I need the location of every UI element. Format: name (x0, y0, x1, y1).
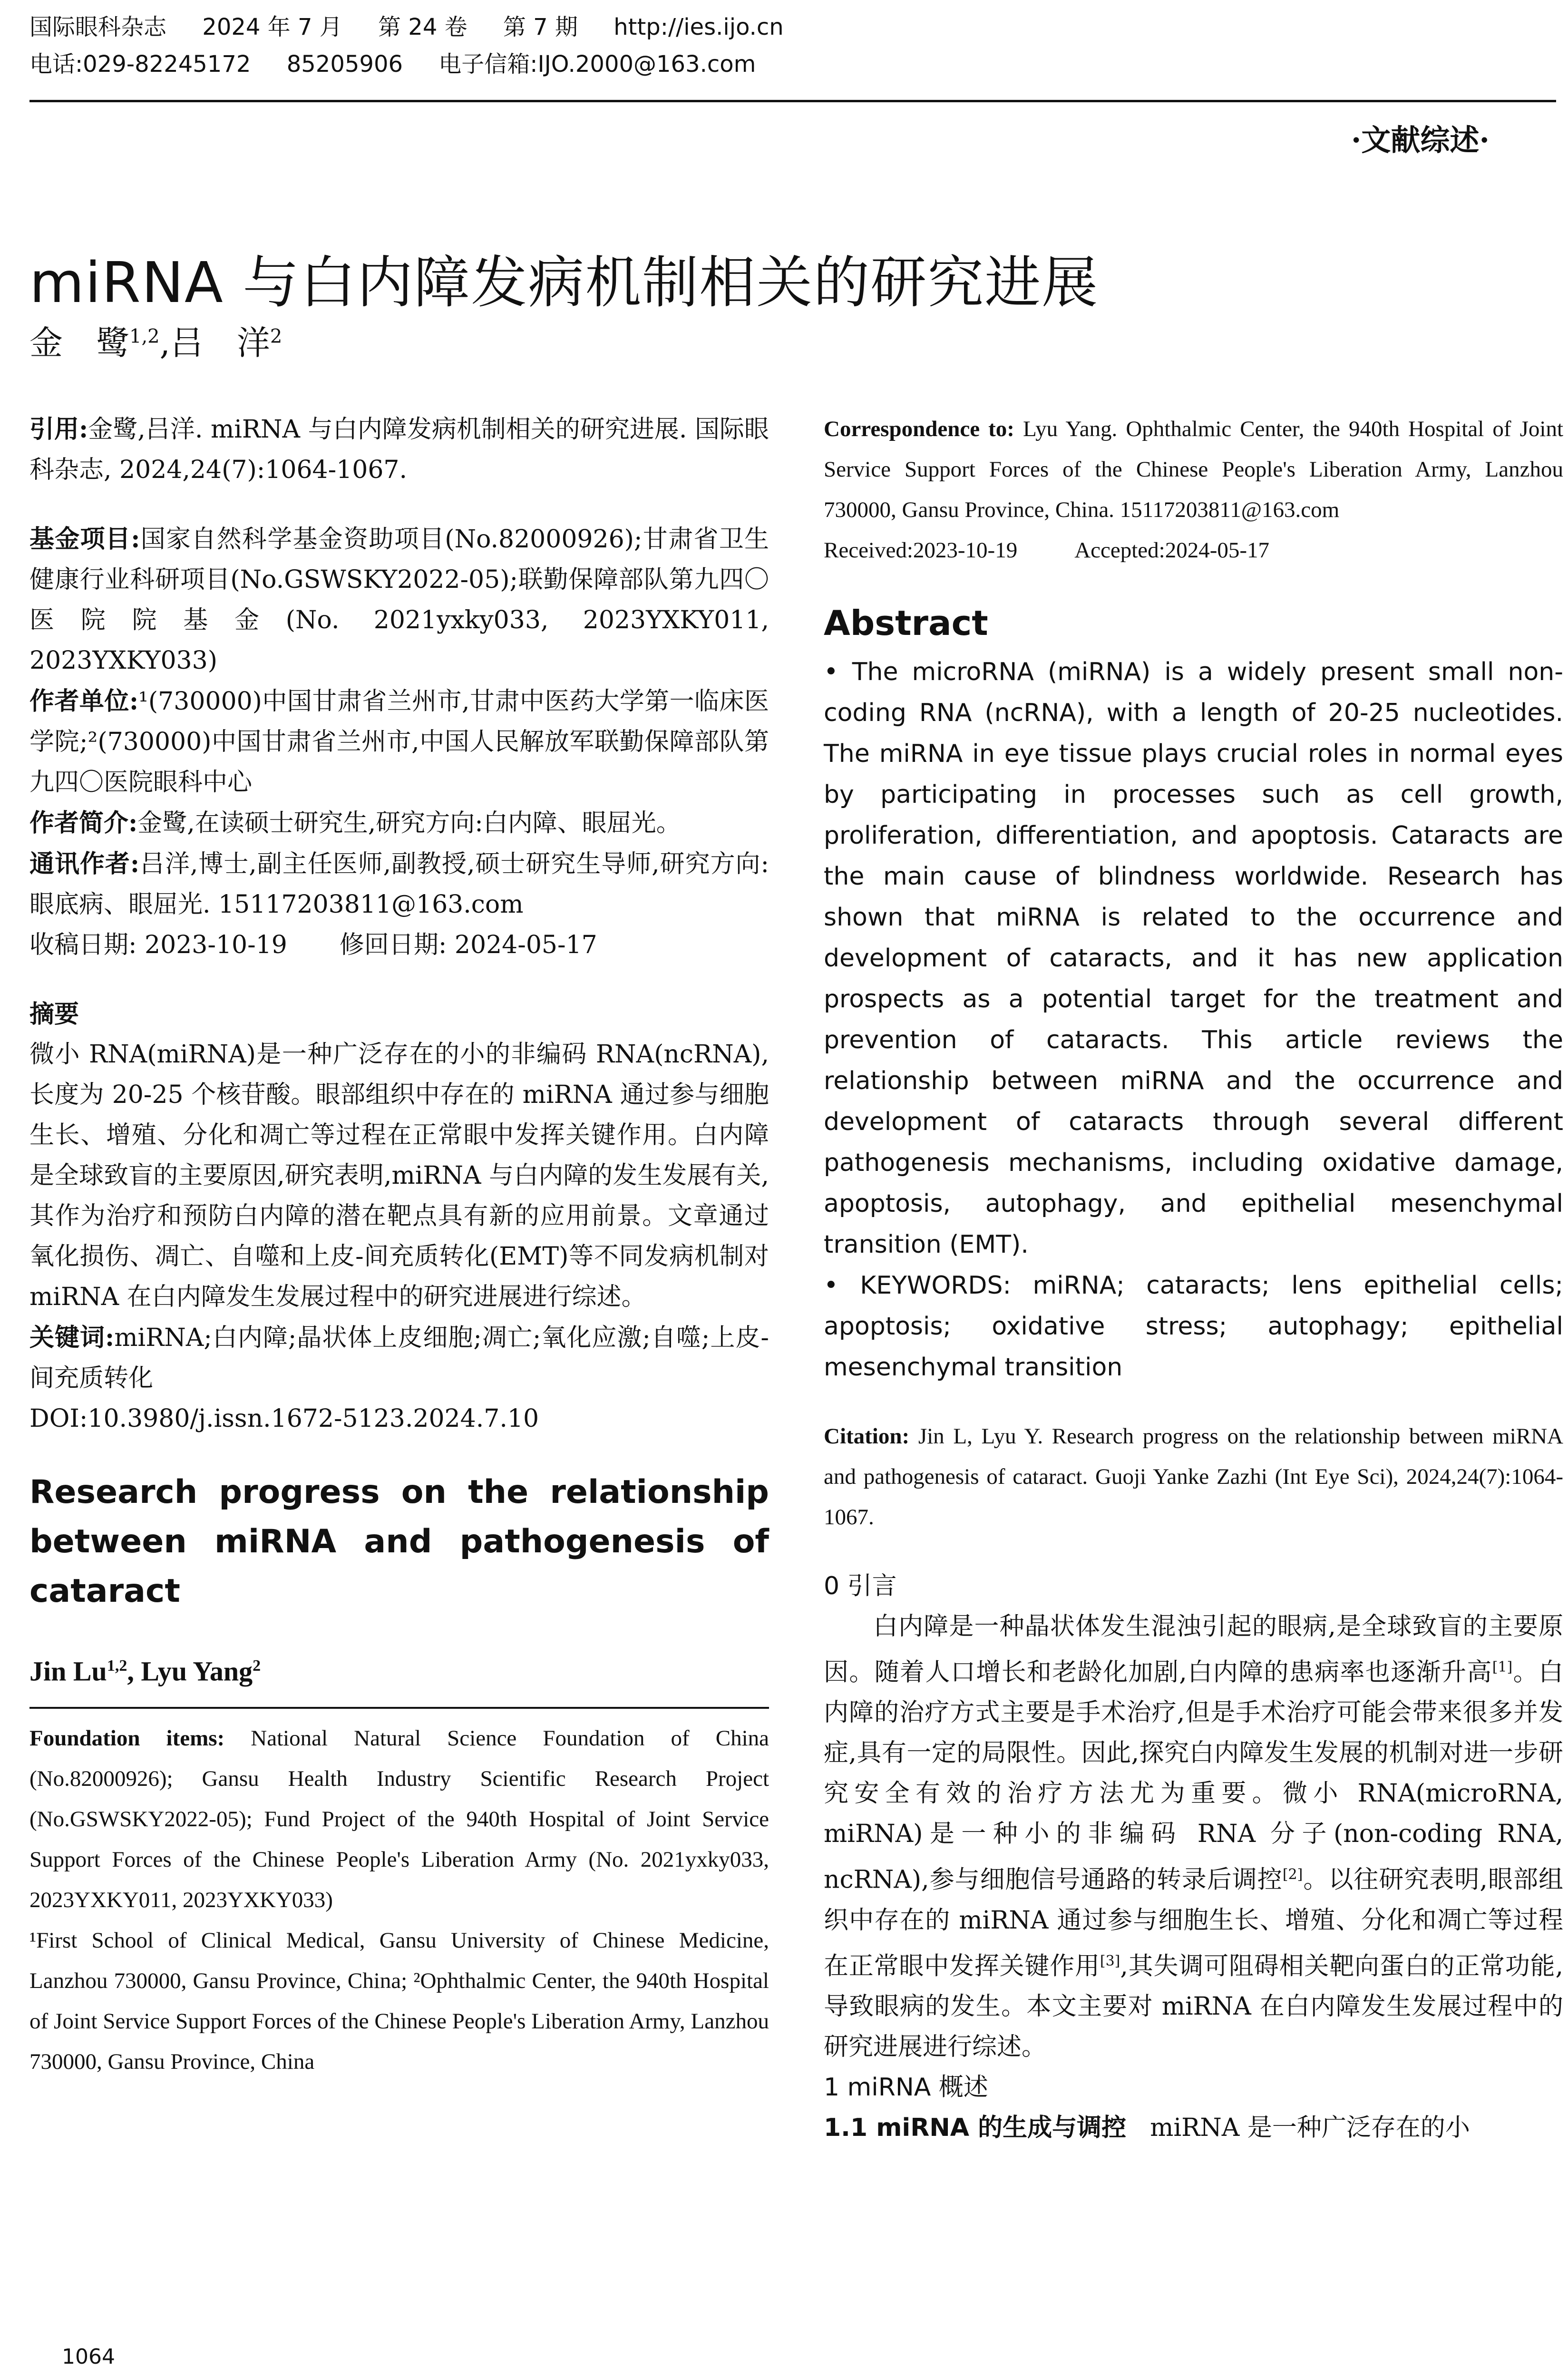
corr-label: 通讯作者: (29, 849, 140, 878)
en-author-sep: , (127, 1656, 134, 1687)
accepted-en: Accepted:2024-05-17 (1074, 538, 1270, 563)
intro-text-2: 。白内障的治疗方式主要是手术治疗,但是手术治疗可能会带来很多并发症,具有一定的局限性。因此,探究白内障发生发展的机制对进一步研究安全有效的治疗方法尤为重要。微小 RNA(microRNA, miRNA)是一种小的非编码 RNA 分子(non-coding RNA, ncRNA),参与细胞信号通路的转录后调控 (824, 1658, 1563, 1894)
intro-heading: 0 引言 (824, 1572, 897, 1600)
revised-date: 修回日期: 2024-05-17 (339, 931, 597, 959)
doi[interactable]: DOI:10.3980/j.issn.1672-5123.2024.7.10 (29, 1404, 539, 1433)
fund-label: 基金项目: (29, 525, 140, 554)
en-author-2-affil: 2 (253, 1657, 261, 1675)
bio-text: 金鹭,在读硕士研究生,研究方向:白内障、眼屈光。 (137, 809, 681, 838)
intro-paragraph (824, 1607, 1563, 2067)
citation-cn (29, 409, 769, 490)
intro-text-4: ,其失调可阻碍相关靶向蛋白的正常功能,导致眼病的发生。本文主要对 miRNA 在白内障发生发展过程中的研究进展进行综述。 (824, 1951, 1563, 2061)
author-sep: , (159, 323, 170, 362)
journal-name: 国际眼科杂志 (29, 14, 167, 40)
author-1-affil: 1,2 (129, 325, 160, 348)
bio-cn (29, 803, 769, 844)
keywords-cn (29, 1317, 769, 1399)
correspondence-label: Correspondence to: (824, 417, 1014, 441)
foundation-text: National Natural Science Foundation of China (No.82000926); Gansu Health Industry Scientific Research Project (No.GSWSKY2022-05); Fund Project of the 940th Hospital of Joint Service Support Forces of the Chinese People's Liberation Army (No. 2021yxky033, 2023YXKY011, 2023YXKY033) (29, 1726, 769, 1913)
phone-2: 85205906 (286, 51, 403, 78)
volume: 第 24 卷 (378, 14, 467, 40)
english-title: Research progress on the relationship between miRNA and pathogenesis of cataract (29, 1473, 769, 1610)
issue-date: 2024 年 7 月 (202, 14, 342, 40)
correspondence-text: Lyu Yang. Ophthalmic Center, the 940th Hospital of Joint Service Support Forces of the Chinese People's Liberation Army, Lanzhou 730000, Gansu Province, China. 15117203811@163.com (824, 417, 1563, 522)
dates-en (824, 530, 1563, 571)
section-tag: ·文献综述· (1351, 123, 1490, 157)
unit-label: 作者单位: (29, 687, 139, 716)
citation-label: 引用: (29, 415, 88, 444)
foundation-en (29, 1718, 769, 1920)
corr-cn (29, 844, 769, 925)
received-en: Received:2023-10-19 (824, 538, 1018, 563)
divider (29, 1707, 769, 1709)
author-2: 吕 洋 (170, 323, 270, 362)
received-date: 收稿日期: 2023-10-19 (29, 931, 287, 959)
abstract-heading-en: Abstract (824, 603, 988, 643)
header-line-1 (29, 9, 1556, 46)
abstract-text-en: • The microRNA (miRNA) is a widely present small non-coding RNA (ncRNA), with a length of 20-25 nucleotides. The miRNA in eye tissue plays crucial roles in normal eyes by participating in processes such as cell growth, proliferation, differentiation, and apoptosis. Cataracts are the main cause of blindness worldwide. Research has shown that miRNA is related to the occurrence and development of cataracts, and it has new application prospects as a potential target for the treatment and prevention of cataracts. This article reviews the relationship between miRNA and the occurrence and development of cataracts through several different pathogenesis mechanisms, including oxidative damage, apoptosis, autophagy, and epithelial mesenchymal transition (EMT). (824, 658, 1563, 1259)
keywords-label: 关键词: (29, 1323, 115, 1352)
correspondence-en (824, 409, 1563, 530)
section-1-heading: 1 miRNA 概述 (824, 2073, 988, 2102)
en-author-2: Lyu Yang (141, 1656, 253, 1687)
header-line-2 (29, 46, 1556, 83)
phone: 电话:029-82245172 (29, 51, 251, 78)
authors-cn (29, 316, 282, 364)
abstract-heading-cn: 摘要 (29, 1000, 79, 1029)
fund-cn (29, 519, 769, 681)
article-title: miRNA 与白内障发病机制相关的研究进展 (29, 250, 1099, 316)
citation-en-text: Jin L, Lyu Y. Research progress on the relationship between miRNA and pathogenesis of cataract. Guoji Yanke Zazhi (Int Eye Sci), 2024,24(7):1064-1067. (824, 1424, 1563, 1529)
section-1-1 (824, 2108, 1563, 2148)
unit-text: ¹(730000)中国甘肃省兰州市,甘肃中医药大学第一临床医学院;²(730000)中国甘肃省兰州市,中国人民解放军联勤保障部队第九四〇医院眼科中心 (29, 687, 769, 797)
author-2-affil: 2 (270, 325, 282, 348)
right-column (824, 409, 1563, 2148)
citation-text: 金鹭,吕洋. miRNA 与白内障发病机制相关的研究进展. 国际眼科杂志, 2024,24(7):1064-1067. (29, 415, 769, 484)
author-1: 金 鹭 (29, 323, 129, 362)
citation-en (824, 1416, 1563, 1538)
journal-header (29, 9, 1556, 83)
dates-cn (29, 925, 769, 965)
ref-1[interactable]: [1] (1492, 1659, 1513, 1676)
journal-url[interactable]: http://ies.ijo.cn (614, 14, 784, 40)
issue: 第 7 期 (503, 14, 578, 40)
intro-text-3: 。以往研究表明,眼部组织中存在的 miRNA 通过参与细胞生长、增殖、分化和凋亡等过程在正常眼中发挥关键作用 (824, 1865, 1563, 1980)
page-number: 1064 (62, 2345, 115, 2369)
corr-text: 吕洋,博士,副主任医师,副教授,硕士研究生导师,研究方向:眼底病、眼屈光. 15117203811@163.com (29, 850, 769, 919)
en-author-1: Jin Lu (29, 1656, 107, 1687)
section-1-1-heading: 1.1 miRNA 的生成与调控 (824, 2113, 1127, 2142)
abstract-text-cn: 微小 RNA(miRNA)是一种广泛存在的小的非编码 RNA(ncRNA),长度为 20-25 个核苷酸。眼部组织中存在的 miRNA 通过参与细胞生长、增殖、分化和凋亡等过程在正常眼中发挥关键作用。白内障是全球致盲的主要原因,研究表明,miRNA 与白内障的发生发展有关,其作为治疗和预防白内障的潜在靶点具有新的应用前景。文章通过氧化损伤、凋亡、自噬和上皮-间充质转化(EMT)等不同发病机制对 miRNA 在白内障发生发展过程中的研究进展进行综述。 (29, 1040, 769, 1311)
intro-text-1: 白内障是一种晶状体发生混浊引起的眼病,是全球致盲的主要原因。随着人口增长和老龄化加剧,白内障的患病率也逐渐升高 (824, 1612, 1563, 1687)
ref-2[interactable]: [2] (1282, 1866, 1303, 1883)
left-column (29, 409, 769, 2082)
en-author-1-affil: 1,2 (107, 1657, 127, 1675)
fund-text: 国家自然科学基金资助项目(No.82000926);甘肃省卫生健康行业科研项目(No.GSWSKY2022-05);联勤保障部队第九四〇医院院基金(No. 2021yxky033, 2023YXKY011, 2023YXKY033) (29, 525, 769, 675)
citation-en-label: Citation: (824, 1424, 910, 1449)
keywords-en: • KEYWORDS: miRNA; cataracts; lens epithelial cells; apoptosis; oxidative stress; autophagy; epithelial mesenchymal transition (824, 1271, 1563, 1382)
english-authors (29, 1645, 769, 1693)
header-divider (29, 100, 1556, 102)
bio-label: 作者简介: (29, 809, 138, 838)
email[interactable]: 电子信箱:IJO.2000@163.com (438, 51, 756, 78)
section-1-1-text: miRNA 是一种广泛存在的小 (1150, 2113, 1470, 2142)
foundation-label: Foundation items: (29, 1726, 225, 1751)
ref-3[interactable]: [3] (1100, 1952, 1120, 1969)
affiliation-en: ¹First School of Clinical Medical, Gansu University of Chinese Medicine, Lanzhou 730000, Gansu Province, China; ²Ophthalmic Center, the 940th Hospital of Joint Service Support Forces of the Chinese People's Liberation Army, Lanzhou 730000, Gansu Province, China (29, 1928, 769, 2075)
unit-cn (29, 681, 769, 803)
keywords-text: miRNA;白内障;晶状体上皮细胞;凋亡;氧化应激;自噬;上皮-间充质转化 (29, 1324, 769, 1393)
